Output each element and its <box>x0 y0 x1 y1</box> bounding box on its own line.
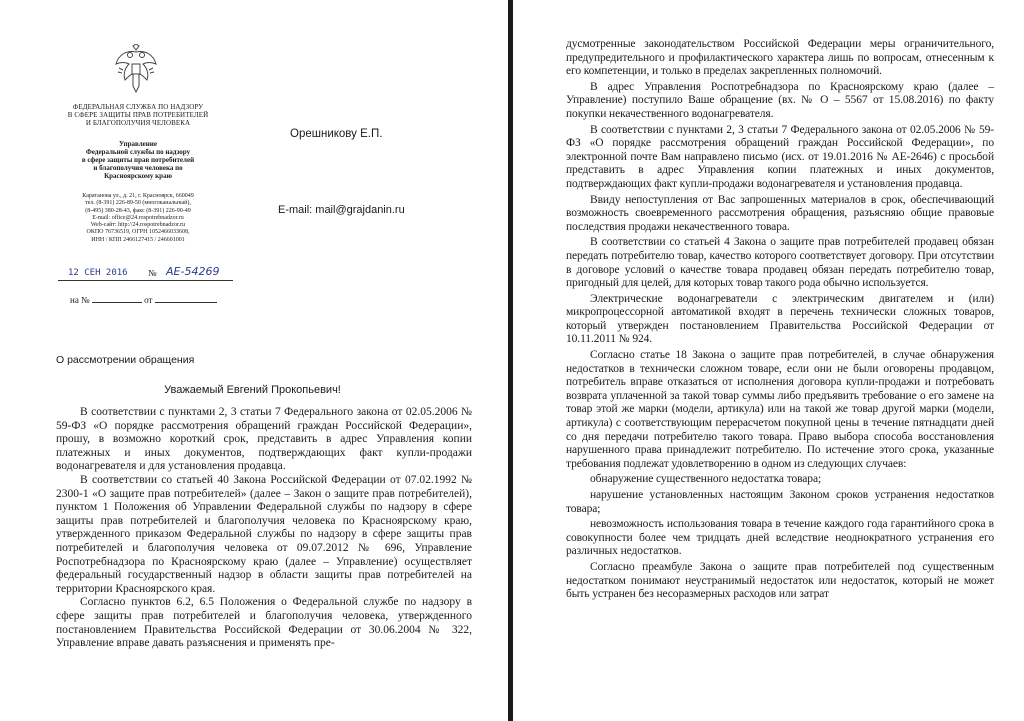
agency-federal-name: ФЕДЕРАЛЬНАЯ СЛУЖБА ПО НАДЗОРУ В СФЕРЕ ЗАЩИТЫ ПРАВ ПОТРЕБИТЕЛЕЙ И БЛАГОПОЛУЧИЯ ЧЕЛОВЕКА <box>67 103 209 127</box>
body-paragraph: Согласно преамбуле Закона о защите прав потребителей под существенным недостатком понимают неустранимый недостаток или недостаток, который не может быть устранен без несоразмерных расходов или затрат <box>566 560 994 601</box>
ref-from-label: от <box>144 295 153 305</box>
body-paragraph: В соответствии с пунктами 2, 3 статьи 7 Федерального закона от 02.05.2006 № 59-ФЗ «О порядке рассмотрения обращений граждан Российской Федерации», по электронной почте Вам направлено письмо (исх. от 19.01.2016 № АЕ-2646) с просьбой представить в адрес Управления копии платежных и иных документов, подтверждающих факт купли-продажи водонагревателя и установления продавца. <box>566 123 994 190</box>
ref-date-blank <box>155 294 217 303</box>
body-paragraph: В соответствии со статьей 40 Закона Российской Федерации от 07.02.1992 № 2300-1 «О защите прав потребителей» (далее – Закон о защите прав потребителей), пунктом 1 Положения об Управлении Федеральной службы по надзору в сфере защиты прав потребителей и благополучия человека по Красноярскому краю, утвержденного приказом Федеральной службы по надзору в сфере защиты прав потребителей и благополучия человека от 09.07.2012 № 696, Управление Роспотребнадзора по Красноярскому краю (далее – Управление) осуществляет федеральный государственный надзор в области защиты прав потребителей на территории Красноярского края. <box>56 473 472 595</box>
list-item: нарушение установленных настоящим Законом сроков устранения недостатков товара; <box>566 489 994 515</box>
agency-contacts: Каратанова ул., д. 21, г. Красноярск, 660049 тел. (8-391) 226-89-50 (многоканальный), (8-495) 380-28-43, факс (8-391) 226-90-49 E-mail: office@24.rospotrebnadzor.ru Web-сайт: http://24.rospotrebnadzor.ru ОКПО 76736519, ОГРН 1052466033608, ИНН / КПП 2466127415 / 246601001 <box>82 193 194 243</box>
recipient-name: Орешникову Е.П. <box>290 128 383 140</box>
reference-line <box>70 294 217 305</box>
coat-of-arms-emblem-icon <box>113 44 159 94</box>
body-paragraph: Согласно статье 18 Закона о защите прав потребителей, в случае обнаружения недостатков в технически сложном товаре, если они не были оговорены продавцом, потребитель вправе отказаться от исполнения договора купли-продажи и потребовать возврата уплаченной за такой товар суммы либо предъявить требование о его замене на товар этой же марки (модели, артикула) или на такой же товар другой марки (модели, артикула) с соответствующим перерасчетом покупной цены в течение пятнадцати дней со дня передачи потребителю такого товара. Право выбора способа восстановления нарушенного права принадлежит потребителю. По истечение этого срока, указанные требования подлежат удовлетворению в одном из следующих случаев: <box>566 349 994 470</box>
letter-subject: О рассмотрении обращения <box>56 354 195 366</box>
letter-page-2 <box>516 0 1024 721</box>
ref-prefix: на № <box>70 295 90 305</box>
stamp-number-label: № <box>148 268 157 278</box>
body-paragraph: В адрес Управления Роспотребнадзора по Красноярскому краю (далее – Управление) поступило Ваше обращение (вх. № О – 5567 от 15.08.2016) по факту покупки некачественного водонагревателя. <box>566 80 994 120</box>
recipient-email: E-mail: mail@grajdanin.ru <box>278 204 405 216</box>
outgoing-registration-stamp <box>58 265 233 282</box>
page-divider <box>508 0 513 721</box>
body-paragraph: дусмотренные законодательством Российской Федерации меры ограничительного, предупредительного и профилактического характера лишь по вопросам, отнесенным к его компетенции, и только в пределах закрепленных полномочий. <box>566 38 994 78</box>
body-paragraph: В соответствии со статьей 4 Закона о защите прав потребителей продавец обязан передать потребителю товар, качество которого соответствует договору. При отсутствии в договоре условий о качестве товара продавец обязан передать потребителю товар, пригодный для целей, для которых товар такого рода обычно используется. <box>566 236 994 290</box>
body-paragraph: Ввиду непоступления от Вас запрошенных материалов в срок, обеспечивающий возможность своевременного рассмотрения обращения, разъясняю общие правовые последствия продажи некачественного товара. <box>566 193 994 233</box>
body-paragraph: Электрические водонагреватели с электрическим двигателем и (или) микропроцессорной автоматикой входят в перечень технически сложных товаров, который утвержден постановлением Правительства Российской Федерации от 10.11.2011 № 924. <box>566 292 994 346</box>
list-item: обнаружение существенного недостатка товара; <box>590 473 822 486</box>
stamp-number: АЕ-54269 <box>166 265 220 278</box>
letter-body-page-2 <box>566 38 994 604</box>
agency-regional-name: Управление Федеральной службы по надзору в сфере защиты прав потребителей и благополучия человека по Красноярскому краю <box>81 140 195 180</box>
ref-number-blank <box>92 294 142 303</box>
stamp-underline <box>58 280 233 281</box>
letter-body-page-1 <box>56 406 472 651</box>
salutation: Уважаемый Евгений Прокопьевич! <box>164 384 341 396</box>
list-item: невозможность использования товара в течение каждого года гарантийного срока в совокупности более чем тридцать дней вследствие неоднократного устранения его различных недостатков. <box>566 518 994 558</box>
letter-page-1 <box>0 0 505 721</box>
body-paragraph: Согласно пунктов 6.2, 6.5 Положения о Федеральной службе по надзору в сфере защиты прав потребителей и благополучия человека, утвержденного постановлением Правительства Российской Федерации от 30.06.2004 № 322, Управление вправе давать разъяснения и применять пре- <box>56 596 472 650</box>
stamp-date: 12 СЕН 2016 <box>68 268 128 278</box>
body-paragraph: В соответствии с пунктами 2, 3 статьи 7 Федерального закона от 02.05.2006 № 59-ФЗ «О порядке рассмотрения обращений граждан Российской Федерации», прошу, в возможно короткий срок, представить в адрес Управления копии платежных и иных документов, подтверждающих факт купли-продажи водонагревателя и для установления продавца. <box>56 406 472 473</box>
